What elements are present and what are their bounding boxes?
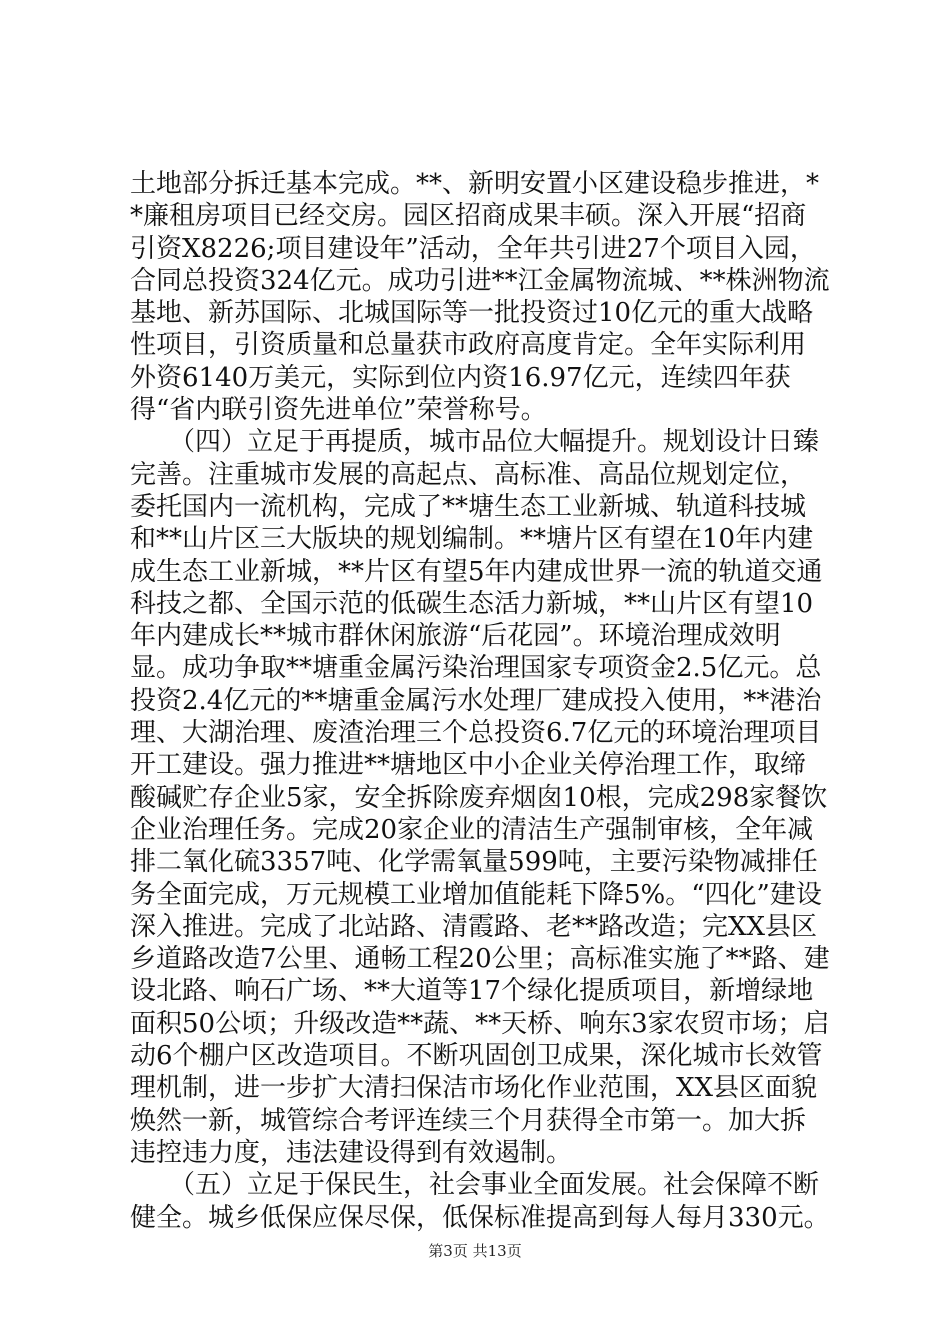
paragraph-land-and-investment: 土地部分拆迁基本完成。**、新明安置小区建设稳步推进，**廉租房项目已经交房。园区招商成果丰硕。深入开展“招商引资X8226;项目建设年”活动，全年共引进27个项目入园，合同总投资324亿元。成功引进**江金属物流城、**株洲物流基地、新苏国际、北城国际等一批投资过10亿元的重大战略性项目，引资质量和总量获市政府高度肯定。全年实际利用外资6140万美元，实际到位内资16.97亿元，连续四年获得“省内联引资先进单位”荣誉称号。 [130, 169, 830, 426]
document-body [130, 168, 830, 1234]
paragraph-section-four: （四）立足于再提质，城市品位大幅提升。规划设计日臻完善。注重城市发展的高起点、高标准、高品位规划定位，委托国内一流机构，完成了**塘生态工业新城、轨道科技城和**山片区三大版块的规划编制。**塘片区有望在10年内建成生态工业新城，**片区有望5年内建成世界一流的轨道交通科技之都、全国示范的低碳生态活力新城，**山片区有望10年内建成长**城市群休闲旅游“后花园”。环境治理成效明显。成功争取**塘重金属污染治理国家专项资金2.5亿元。总投资2.4亿元的**塘重金属污水处理厂建成投入使用，**港治理、大湖治理、废渣治理三个总投资6.7亿元的环境治理项目开工建设。强力推进**塘地区中小企业关停治理工作，取缔酸碱贮存企业5家，安全拆除废弃烟囱10根，完成298家餐饮企业治理任务。完成20家企业的清洁生产强制审核，全年减排二氧化硫3357吨、化学需氧量599吨，主要污染物减排任务全面完成，万元规模工业增加值能耗下降5%。“四化”建设深入推进。完成了北站路、清霞路、老**路改造；完XX县区乡道路改造7公里、通畅工程20公里；高标准实施了**路、建设北路、响石广场、**大道等17个绿化提质项目，新增绿地面积50公顷；升级改造**蔬、**天桥、响东3家农贸市场；启动6个棚户区改造项目。不断巩固创卫成果，深化城市长效管理机制，进一步扩大清扫保洁市场化作业范围，XX县区面貌焕然一新，城管综合考评连续三个月获得全市第一。加大拆违控违力度，违法建设得到有效遏制。 [130, 427, 830, 1168]
paragraph-section-five: （五）立足于保民生，社会事业全面发展。社会保障不断健全。城乡低保应保尽保，低保标准提高到每人每月330元。 [130, 1170, 830, 1233]
page-footer: 第3页 共13页 [428, 1242, 522, 1260]
